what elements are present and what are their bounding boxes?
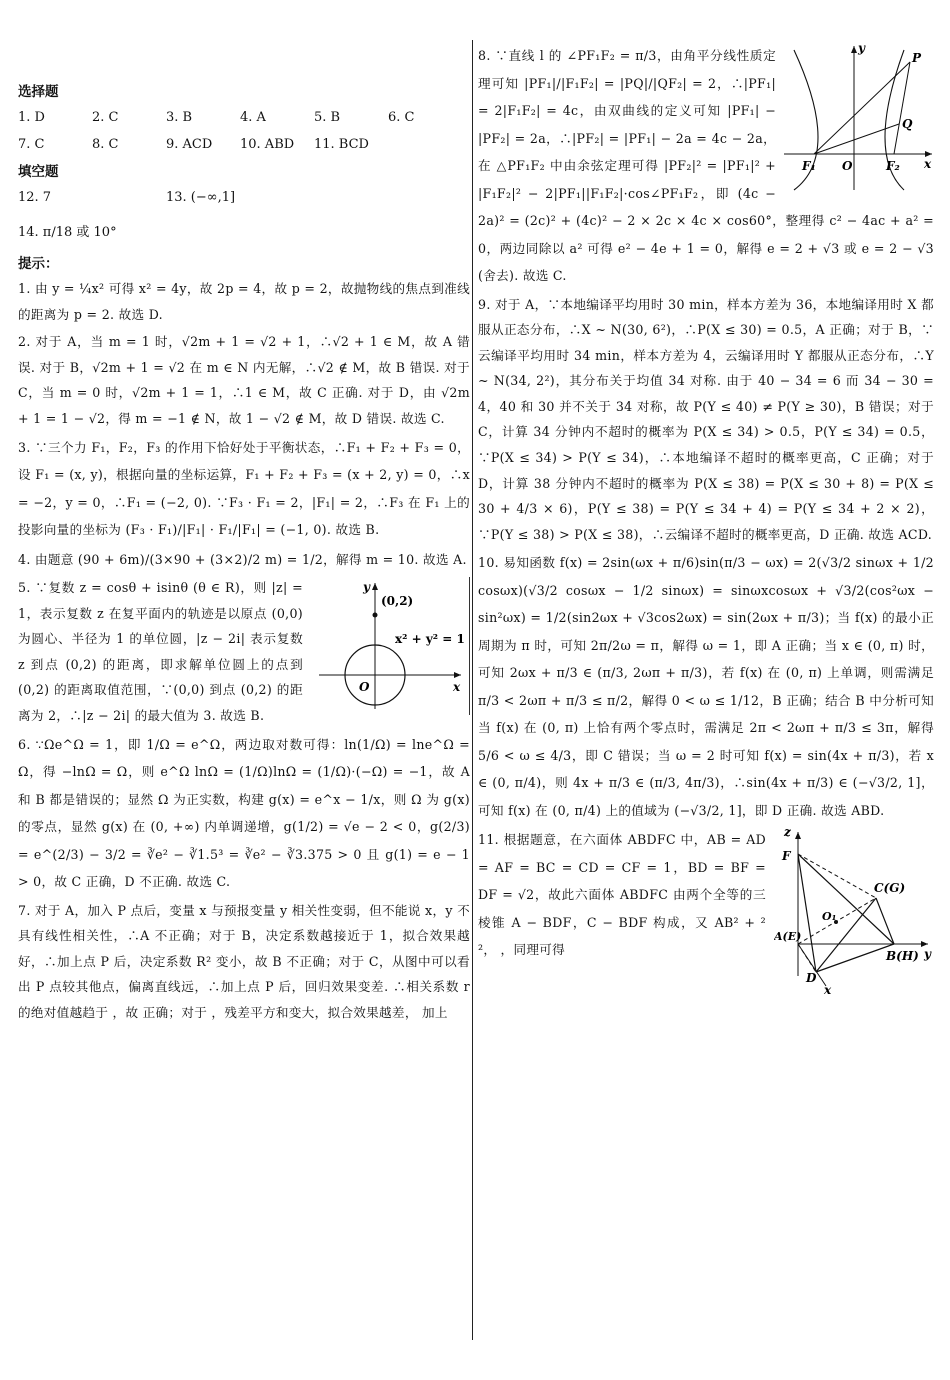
hyperbola-figure [784, 42, 934, 192]
answer-item: 2. C [92, 110, 119, 125]
edge-FB [798, 854, 894, 944]
label-F1: F₁ [802, 159, 816, 173]
label-z: z [784, 826, 791, 840]
label-BH: B(H) [886, 949, 919, 964]
origin-label: O [359, 680, 370, 695]
solution-10: 10. 易知函数 f(x) = 2sin(ωx + π/6)sin(π/3 − ωx) = 2(√3/2 sinωx + 1/2 cosωx)(√3/2 cosωx − 1/2 sinωx) = sinωxcosωx + √3/2(cos²ωx − sin²ωx) = 1/2(sin2ωx + √3cos2ωx) = sin(2ωx + π/3)；当 f(x) 的最小正周期为 π 时，可知 2π/2ω = π，解得 ω = 1，即 A 正确；当 x ∈ (0, π) 时，可知 2ωx + π/3 ∈ (π/3, 2ωπ + π/3)，若 f(x) 在 (0, π) 上单调，则需满足 π/3 < 2ωπ + π/3 ≤ π/2，解得 0 < ω ≤ 1/12，B 正确；结合 B 中分析可知当 f(x) 在 (0, π) 上恰有两个零点时，需满足 2π < 2ωπ + π/3 ≤ 3π，解得 5/6 < ω ≤ 4/3，即 C 错误；当 ω = 2 时可知 f(x) = sin(4x + π/3)，若 x ∈ (0, π/4)，则 4x + π/3 ∈ (π/3, 4π/3)，∴sin(4x + π/3) ∈ (−√3/2, 1]，可知 f(x) 在 (0, π/4) 上的值域为 (−√3/2, 1]，即 D 正确. 故选 ABD. [478, 555, 934, 818]
bisector-F1Q [814, 124, 899, 154]
answer-item: 8. C [92, 137, 119, 152]
line-PF1 [814, 62, 910, 154]
section-title-fill: 填空题 [18, 164, 59, 180]
answer-item: 13. (−∞,1] [166, 190, 236, 205]
label-O: O [842, 159, 853, 173]
label-x: x [924, 157, 932, 171]
fill-answers-row-1 [18, 184, 470, 211]
y-axis-arrow-icon [372, 583, 378, 590]
label-y: y [924, 947, 931, 962]
answer-item: 1. D [18, 110, 45, 125]
circle-equation: x² + y² = 1 [395, 632, 465, 647]
answer-item: 5. B [314, 110, 341, 125]
solution-2: 2. 对于 A，当 m = 1 时，√2m + 1 = √2 + 1，∴√2 + 1 ∈ M，故 A 错误. 对于 B，√2m + 1 = √2 在 m ∈ N 内无解，∴√2 ∉ M，故 B 错误. 对于 C，当 m = 0 时，√2m + 1 = 1，∴1 ∈ M，故 C 正确. 对于 D，由 √2m + 1 = 1 − √2，得 m = −1 ∉ N，故 1 − √2 ∉ M，故 D 错误. 故选 C. [18, 334, 470, 426]
solution-5: 5. ∵复数 z = cosθ + isinθ (θ ∈ R)，则 |z| = 1，表示复数 z 在复平面内的轨迹是以原点 (0,0) 为圆心、半径为 1 的单位圆，|z − 2i| 表示复数 z 到点 (0,2) 的距离，即求解单位圆上的点到 (0,2) 的距离取值范围，∵(0,0) 到点 (0,2) 的距离为 2，∴|z − 2i| 的最大值为 3. 故选 B. [18, 580, 303, 724]
line-PF2 [894, 62, 910, 154]
label-AE: A(E) [774, 930, 802, 944]
edge-CB [876, 898, 894, 944]
hexahedron-figure [774, 826, 934, 996]
answer-item: 3. B [166, 110, 193, 125]
answer-item: 9. ACD [166, 137, 213, 152]
choice-answers-row-2 [18, 131, 470, 158]
solution-11: 11. 根据题意，在六面体 ABDFC 中，AB = AD = AF = BC = CD = CF = 1，BD = BF = DF = √2，故此六面体 ABDFC 由两个全等的三棱锥 A − BDF，C − BDF 构成，又 AB² + ² ²， ，同理可得 [478, 832, 766, 958]
answer-item: 4. A [240, 110, 266, 125]
label-F2: F₂ [886, 159, 900, 173]
label-y: y [858, 42, 865, 55]
x-axis-arrow-icon [454, 672, 461, 678]
column-divider [472, 40, 473, 1340]
label-P: P [912, 51, 922, 65]
edge-FD [798, 854, 816, 972]
right-column [478, 42, 934, 1000]
x-label: x [453, 680, 461, 695]
solution-4: 4. 由题意 (90 + 6m)/(3×90 + (3×2)/2 m) = 1/2，解得 m = 10. 故选 A. [18, 551, 467, 567]
label-F: F [782, 849, 791, 864]
edge-FC [798, 854, 876, 898]
section-title-choice: 选择题 [18, 84, 59, 100]
solution-7: 7. 对于 A，加入 P 点后，变量 x 与预报变量 y 相关性变弱，但不能说 x，y 不具有线性相关性，∴A 不正确；对于 B，决定系数越接近于 1，拟合效果越好，∴加上点 P 后，决定系数 R² 变小，故 B 不正确；对于 C，从图中可以看出 P 点较其他点，偏离直线远，∴加上点 P 后，回归效果变差. ∴相关系数 r 的绝对值越趋于 ，故 正确；对于 ，残差平方和变大，拟合效果越差， 加上 [18, 902, 470, 1020]
y-axis-arrow-icon [851, 46, 857, 53]
left-column [18, 42, 470, 1028]
solution-8: 8. ∵直线 l 的 ∠PF₁F₂ = π/3，由角平分线性质定理可知 |PF₁|/|F₁F₂| = |PQ|/|QF₂| = 2，∴|PF₁| = 2|F₁F₂| = 4c，由双曲线的定义可知 |PF₁| − |PF₂| = 2a，∴|PF₂| = |PF₁| − 2a = 4c − 2a，在 △PF₁F₂ 中由余弦定理可得 |PF₂|² = |PF₁|² + |F₁F₂|² − 2|PF₁||F₁F₂|·cos∠PF₁F₂，即 (4c − 2a)² = (2c)² + (4c)² − 2 × 2c × 4c × cos60°，整理得 c² − 4ac + a² = 0，两边同除以 a² 可得 e² − 4e + 1 = 0，解得 e = 2 + √3 或 e = 2 − √3 (舍去). 故选 C. [478, 48, 934, 283]
answer-item: 11. BCD [314, 137, 369, 152]
label-O1: O₁ [822, 910, 837, 924]
answer-item: 10. ABD [240, 137, 295, 152]
answer-item: 12. 7 [18, 190, 52, 205]
fill-answer-14: 14. π/18 或 10° [18, 225, 117, 240]
answer-item: 6. C [388, 110, 415, 125]
label-Q: Q [902, 117, 913, 131]
z-axis-arrow-icon [795, 832, 801, 839]
answer-item: 7. C [18, 137, 45, 152]
solution-9: 9. 对于 A，∵本地编译平均用时 30 min，样本方差为 36，本地编译用时 X 都服从正态分布，∴X ~ N(30, 6²)，∴P(X ≤ 30) = 0.5，A 正确；对于 B，∵云编译平均用时 34 min，样本方差为 4，云编译用时 Y 都服从正态分布，∴Y ~ N(34, 2²)，其分布关于均值 34 对称. 由于 40 − 34 = 6 而 34 − 30 = 4，40 和 30 并不关于 34 对称，故 P(Y ≤ 40) ≠ P(Y ≥ 30)，B 错误；对于 C，计算 34 分钟内不超时的概率为 P(X ≤ 34) > 0.5，P(Y ≤ 34) = 0.5，∵P(X ≤ 34) > P(Y ≤ 34)，∴本地编译不超时的概率更高，C 正确；对于 D，计算 38 分钟内不超时的概率为 P(X ≤ 38) = P(X ≤ 30 + 8) = P(X ≤ 30 + 4/3 × 6)，P(Y ≤ 38) = P(Y ≤ 34 + 4) = P(Y ≤ 34 + 2 × 2)，∵P(Y ≤ 38) > P(X ≤ 38)，∴云编译不超时的概率更高，D 正确. 故选 ACD. [478, 296, 934, 542]
point-label: (0,2) [381, 594, 414, 609]
label-D: D [806, 971, 817, 986]
unit-circle-figure [311, 577, 470, 715]
solution-6: 6. ∵Ωe^Ω = 1，即 1/Ω = e^Ω，两边取对数可得：ln(1/Ω) = lne^Ω = Ω，得 −lnΩ = Ω，则 e^Ω lnΩ = (1/Ω)lnΩ = (1/Ω)·(−Ω) = −1，故 A 和 B 都是错误的；显然 Ω 为正实数，构建 g(x) = e^x − 1/x，则 Ω 为 g(x) 的零点，显然 g(x) 在 (0, +∞) 内单调递增，g(1/2) = √e − 2 < 0，g(2/3) = e^(2/3) − 3/2 = ∛e² − ∛1.5³ = ∛e² − ∛3.375 > 0 且 g(1) = e − 1 > 0，故 C 正确，D 不正确. 故选 C. [18, 736, 470, 890]
y-label: y [363, 580, 370, 595]
solution-3: 3. ∵三个力 F₁，F₂，F₃ 的作用下恰好处于平衡状态，∴F₁ + F₂ + F₃ = 0，设 F₁ = (x, y)，根据向量的坐标运算，F₁ + F₂ + F₃ = (x + 2, y) = 0，∴x = −2，y = 0，∴F₁ = (−2, 0). ∵F₃ · F₁ = 2，|F₁| = 2，∴F₃ 在 F₁ 上的投影向量的坐标为 (F₃ · F₁)/|F₁| · F₁/|F₁| = (−1, 0). 故选 B. [18, 439, 470, 538]
section-title-hints: 提示： [18, 256, 59, 272]
point-0-2 [373, 613, 378, 618]
label-x: x [824, 983, 832, 997]
label-CG: C(G) [874, 881, 906, 896]
choice-answers-row-1 [18, 104, 470, 131]
solution-1: 1. 由 y = ¼x² 可得 x² = 4y，故 2p = 4，故 p = 2，故抛物线的焦点到准线的距离为 p = 2. 故选 D. [18, 281, 470, 322]
